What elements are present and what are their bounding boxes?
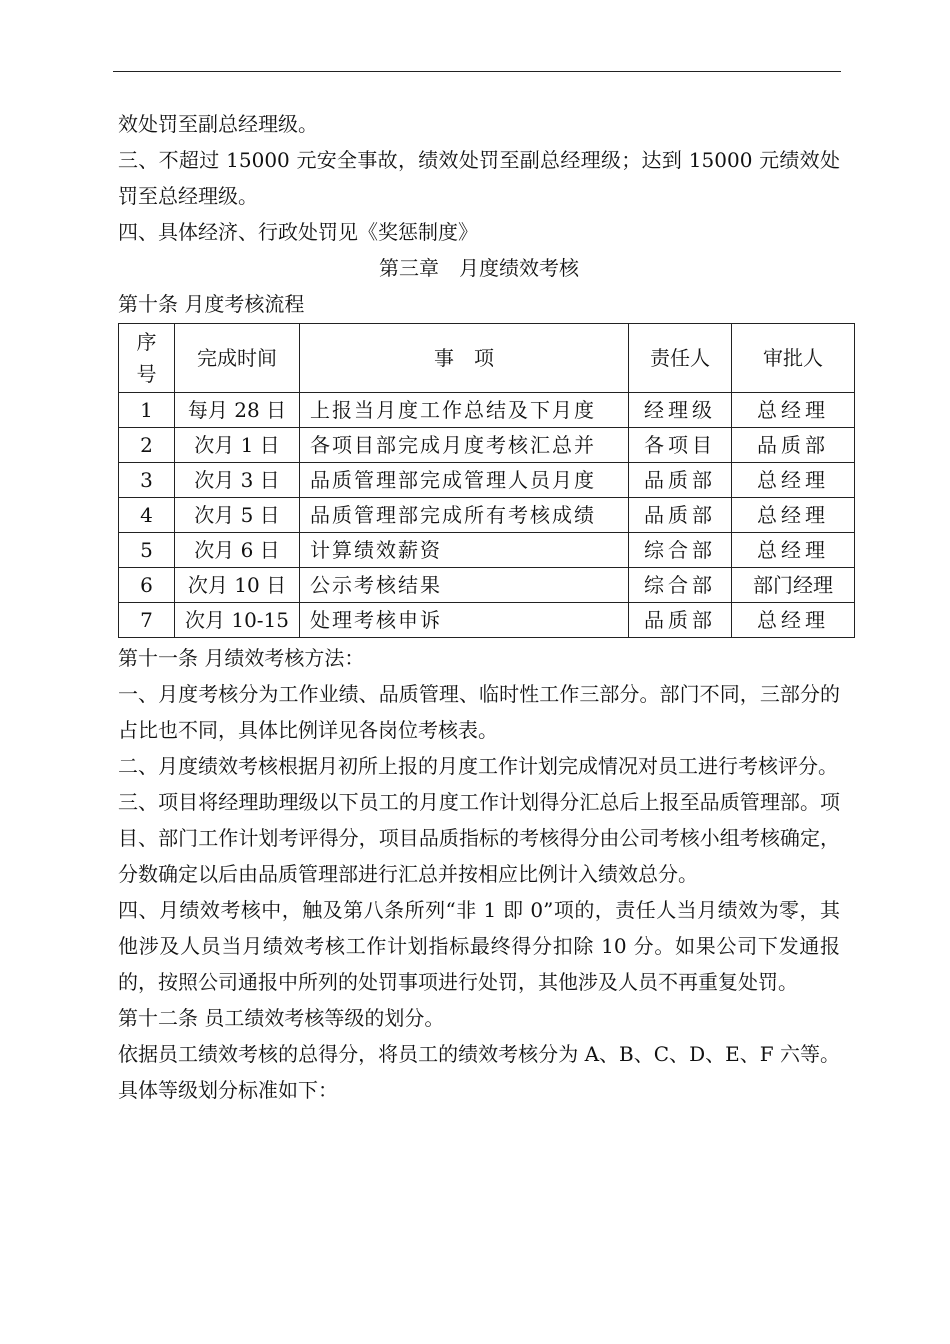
table-cell: 次月 10-15 <box>175 603 300 638</box>
table-row <box>119 603 855 638</box>
table-cell: 7 <box>119 603 175 638</box>
table-cell: 品质部 <box>732 428 855 463</box>
paragraph: 效处罚至副总经理级。 <box>118 112 318 136</box>
header-cell: 完成时间 <box>175 324 300 393</box>
table-cell: 总经理 <box>732 498 855 533</box>
table-cell: 5 <box>119 533 175 568</box>
table-cell: 品质管理部完成所有考核成绩 <box>300 498 629 533</box>
table-cell: 品质部 <box>629 498 732 533</box>
paragraph: 三、不超过 15000 元安全事故，绩效处罚至副总经理级；达到 15000 元绩效处罚至总经理级。 <box>118 148 840 208</box>
table-row <box>119 393 855 428</box>
table-cell: 次月 1 日 <box>175 428 300 463</box>
article-title: 第十条 月度考核流程 <box>118 292 305 316</box>
paragraph: 依据员工绩效考核的总得分，将员工的绩效考核分为 A、B、C、D、E、F 六等。具体等级划分标准如下： <box>118 1042 840 1102</box>
table-cell: 4 <box>119 498 175 533</box>
table-cell: 2 <box>119 428 175 463</box>
table-cell: 综合部 <box>629 533 732 568</box>
table-cell: 品质管理部完成管理人员月度 <box>300 463 629 498</box>
table-cell: 上报当月度工作总结及下月度 <box>300 393 629 428</box>
table-cell: 总经理 <box>732 533 855 568</box>
table-cell: 经理级 <box>629 393 732 428</box>
table-cell: 总经理 <box>732 463 855 498</box>
header-cell: 责任人 <box>629 324 732 393</box>
table-cell: 次月 5 日 <box>175 498 300 533</box>
table-cell: 部门经理 <box>732 568 855 603</box>
article-title: 第十二条 员工绩效考核等级的划分。 <box>118 1006 445 1030</box>
table-cell: 计算绩效薪资 <box>300 533 629 568</box>
table-cell: 次月 3 日 <box>175 463 300 498</box>
paragraph: 一、月度考核分为工作业绩、品质管理、临时性工作三部分。部门不同，三部分的占比也不同，具体比例详见各岗位考核表。 <box>118 682 840 742</box>
table-row <box>119 498 855 533</box>
paragraph: 四、具体经济、行政处罚见《奖惩制度》 <box>118 220 478 244</box>
table-cell: 各项目部完成月度考核汇总并 <box>300 428 629 463</box>
table-cell: 品质部 <box>629 463 732 498</box>
table-cell: 1 <box>119 393 175 428</box>
table-cell: 处理考核申诉 <box>300 603 629 638</box>
table-cell: 每月 28 日 <box>175 393 300 428</box>
table-cell: 各项目 <box>629 428 732 463</box>
table-row <box>119 463 855 498</box>
table-cell: 总经理 <box>732 603 855 638</box>
chapter-title: 第三章 月度绩效考核 <box>379 256 579 280</box>
table-cell: 公示考核结果 <box>300 568 629 603</box>
process-table <box>118 323 855 638</box>
table-cell: 3 <box>119 463 175 498</box>
table-header-row <box>119 324 855 393</box>
table-cell: 总经理 <box>732 393 855 428</box>
table-cell: 综合部 <box>629 568 732 603</box>
paragraph: 三、项目将经理助理级以下员工的月度工作计划得分汇总后上报至品质管理部。项目、部门工作计划考评得分，项目品质指标的考核得分由公司考核小组考核确定，分数确定以后由品质管理部进行汇总并按相应比例计入绩效总分。 <box>118 790 840 886</box>
table-row <box>119 533 855 568</box>
table-cell: 次月 10 日 <box>175 568 300 603</box>
table-cell: 6 <box>119 568 175 603</box>
document-body <box>118 106 840 1108</box>
article-title: 第十一条 月绩效考核方法： <box>118 646 365 670</box>
table-row <box>119 428 855 463</box>
paragraph: 二、月度绩效考核根据月初所上报的月度工作计划完成情况对员工进行考核评分。 <box>118 754 838 778</box>
header-cell: 事 项 <box>300 324 629 393</box>
table-row <box>119 568 855 603</box>
header-cell: 审批人 <box>732 324 855 393</box>
table-cell: 品质部 <box>629 603 732 638</box>
paragraph: 四、月绩效考核中，触及第八条所列“非 1 即 0”项的，责任人当月绩效为零，其他涉及人员当月绩效考核工作计划指标最终得分扣除 10 分。如果公司下发通报的，按照公司通报中所列的处罚事项进行处罚，其他涉及人员不再重复处罚。 <box>118 898 840 994</box>
header-rule <box>113 71 841 72</box>
header-cell: 序号 <box>119 324 175 393</box>
table-cell: 次月 6 日 <box>175 533 300 568</box>
